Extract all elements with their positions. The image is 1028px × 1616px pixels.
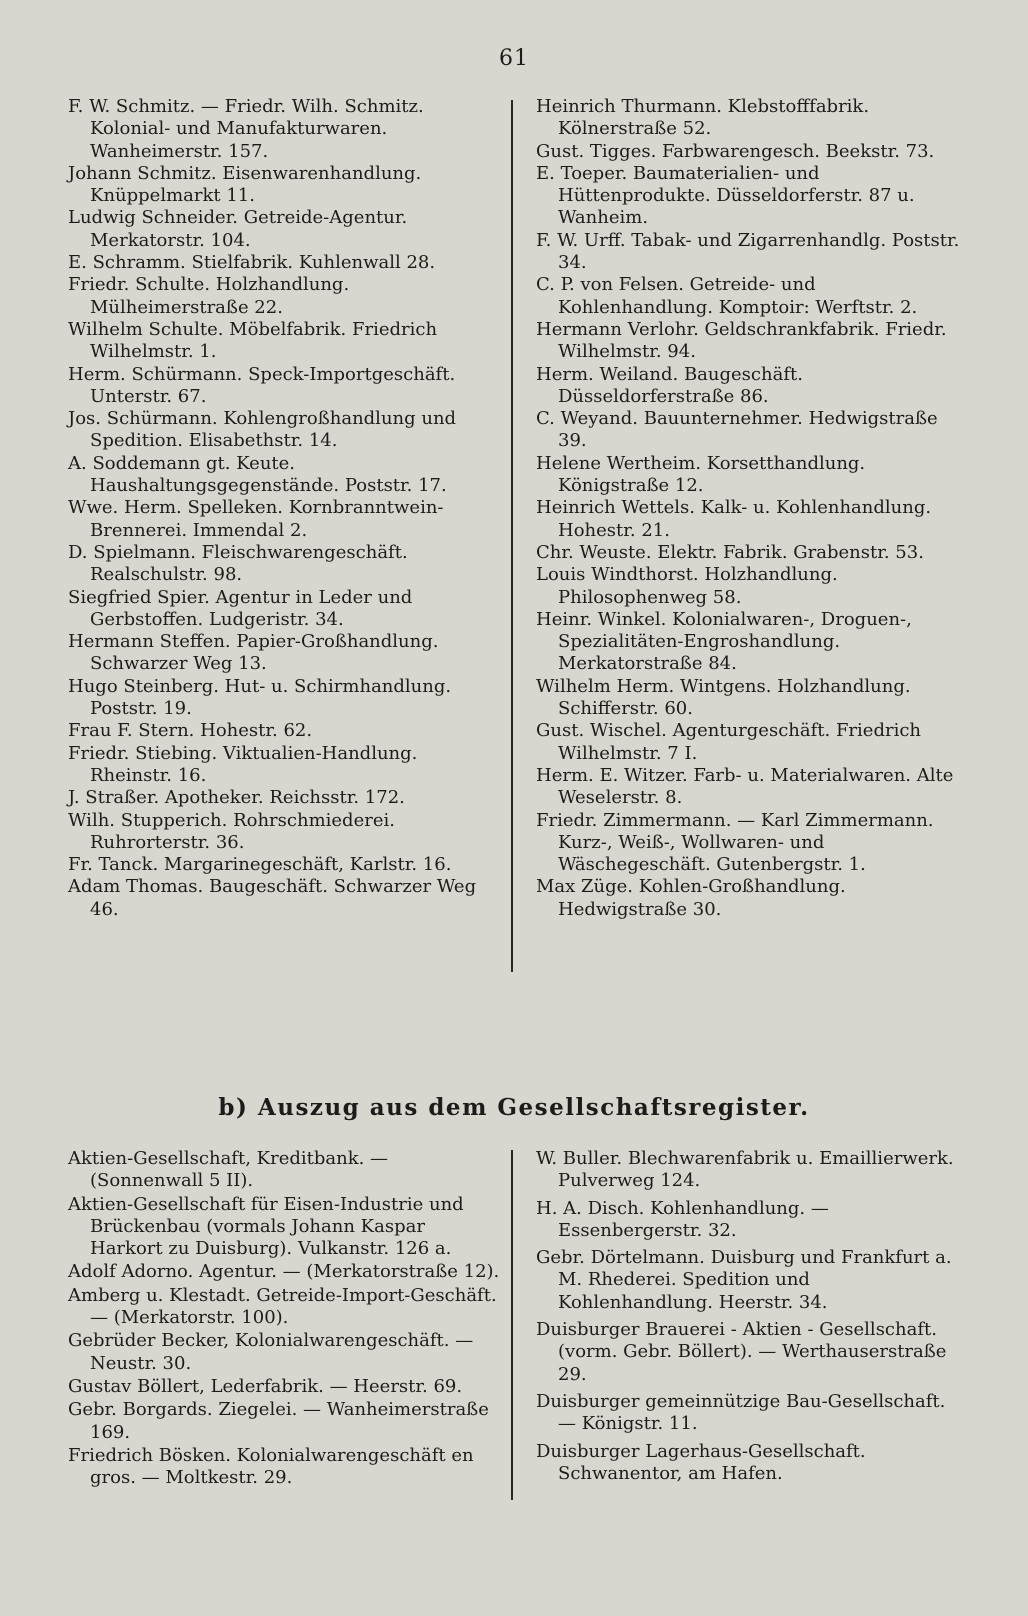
directory-entry: A. Soddemann gt. Keute. Haushaltungsgegenstände. Poststr. 17.: [68, 452, 447, 497]
directory-entry: Friedr. Zimmermann. — Karl Zimmermann. Kurz-, Weiß-, Wollwaren- und Wäschegeschäft. Gutenbergstr. 1.: [536, 809, 934, 876]
directory-entry: Wilhelm Schulte. Möbelfabrik. Friedrich Wilhelmstr. 1.: [68, 318, 438, 363]
register-entry: Duisburger Brauerei - Aktien - Gesellschaft. (vorm. Gebr. Böllert). — Werthauserstraße 29.: [536, 1319, 947, 1385]
column-divider: [511, 1150, 513, 1500]
register-entry: Aktien-Gesellschaft, Kreditbank. — (Sonnenwall 5 II).: [68, 1148, 389, 1192]
directory-entry: Hermann Steffen. Papier-Großhandlung. Schwarzer Weg 13.: [68, 631, 439, 675]
directory-entry: Gust. Tigges. Farbwarengesch. Beekstr. 73.: [536, 140, 935, 162]
directory-entry: Ludwig Schneider. Getreide-Agentur. Merkatorstr. 104.: [68, 207, 408, 251]
directory-column-left: [68, 96, 498, 921]
directory-entry: Heinrich Thurmann. Klebstofffabrik. Kölnerstraße 52.: [536, 96, 870, 140]
directory-entry: Louis Windthorst. Holzhandlung. Philosophenweg 58.: [536, 564, 838, 608]
directory-entry: Herm. Weiland. Baugeschäft. Düsseldorferstraße 86.: [536, 363, 803, 407]
directory-entry: Johann Schmitz. Eisenwarenhandlung. Knüppelmarkt 11.: [68, 162, 422, 207]
directory-entry: Chr. Weuste. Elektr. Fabrik. Grabenstr. 53.: [536, 541, 924, 563]
register-entry: Gebrüder Becker, Kolonialwarengeschäft. — Neustr. 30.: [68, 1330, 474, 1374]
directory-entry: Heinr. Winkel. Kolonialwaren-, Droguen-, Spezialitäten-Engroshandlung. Merkatorstraße 84.: [536, 608, 912, 675]
register-entry: Aktien-Gesellschaft für Eisen-Industrie und Brückenbau (vormals Johann Kaspar Harkort zu Duisburg). Vulkanstr. 126 a.: [68, 1193, 464, 1260]
register-column-left: [68, 1148, 500, 1490]
directory-entry: F. W. Schmitz. — Friedr. Wilh. Schmitz. Kolonial- und Manufakturwaren. Wanheimerstr. 157.: [68, 96, 424, 162]
register-entry: H. A. Disch. Kohlenhandlung. — Essenbergerstr. 32.: [536, 1197, 829, 1241]
register-entry: W. Buller. Blechwarenfabrik u. Emaillierwerk. Pulverweg 124.: [536, 1148, 954, 1192]
directory-entry: Hugo Steinberg. Hut- u. Schirmhandlung. Poststr. 19.: [68, 675, 452, 720]
section-heading: b) Auszug aus dem Gesellschaftsregister.: [218, 1094, 810, 1121]
register-entry: Duisburger Lagerhaus-Gesellschaft. Schwanentor, am Hafen.: [536, 1440, 866, 1484]
directory-entry: C. Weyand. Bauunternehmer. Hedwigstraße 39.: [536, 408, 938, 452]
directory-column-right: [536, 96, 966, 921]
directory-entry: Helene Wertheim. Korsetthandlung. Königstraße 12.: [536, 452, 866, 497]
directory-entry: D. Spielmann. Fleischwarengeschäft. Realschulstr. 98.: [68, 541, 408, 586]
directory-entry: Wwe. Herm. Spelleken. Kornbranntwein-Brennerei. Immendal 2.: [68, 497, 444, 541]
directory-entry: Wilhelm Herm. Wintgens. Holzhandlung. Schifferstr. 60.: [536, 675, 911, 720]
directory-entry: E. Toeper. Baumaterialien- und Hüttenprodukte. Düsseldorferstr. 87 u. Wanheim.: [536, 162, 915, 229]
directory-entry: Herm. Schürmann. Speck-Importgeschäft. Unterstr. 67.: [68, 363, 456, 407]
register-entry: Friedrich Bösken. Kolonialwarengeschäft en gros. — Moltkestr. 29.: [68, 1444, 474, 1489]
directory-entry: E. Schramm. Stielfabrik. Kuhlenwall 28.: [68, 252, 436, 274]
register-entry: Adolf Adorno. Agentur. — (Merkatorstraße 12).: [68, 1261, 500, 1283]
directory-entry: Max Züge. Kohlen-Großhandlung. Hedwigstraße 30.: [536, 876, 846, 920]
directory-entry: Friedr. Schulte. Holzhandlung. Mülheimerstraße 22.: [68, 274, 350, 318]
column-divider: [511, 100, 513, 972]
directory-entry: J. Straßer. Apotheker. Reichsstr. 172.: [68, 787, 405, 809]
directory-entry: Hermann Verlohr. Geldschrankfabrik. Friedr. Wilhelmstr. 94.: [536, 318, 947, 363]
register-entry: Gustav Böllert, Lederfabrik. — Heerstr. 69.: [68, 1375, 463, 1397]
directory-entry: Heinrich Wettels. Kalk- u. Kohlenhandlung. Hohestr. 21.: [536, 497, 932, 541]
directory-entry: Friedr. Stiebing. Viktualien-Handlung. Rheinstr. 16.: [68, 742, 418, 786]
directory-entry: Herm. E. Witzer. Farb- u. Materialwaren. Alte Weselerstr. 8.: [536, 764, 954, 809]
directory-entry: C. P. von Felsen. Getreide- und Kohlenhandlung. Komptoir: Werftstr. 2.: [536, 274, 918, 318]
directory-entry: Gust. Wischel. Agenturgeschäft. Friedrich Wilhelmstr. 7 I.: [536, 720, 922, 764]
register-entry: Duisburger gemeinnützige Bau-Gesellschaft. — Königstr. 11.: [536, 1390, 946, 1435]
directory-entry: F. W. Urff. Tabak- und Zigarrenhandlg. Poststr. 34.: [536, 229, 960, 274]
directory-entry: Siegfried Spier. Agentur in Leder und Gerbstoffen. Ludgeristr. 34.: [68, 586, 413, 630]
register-entry: Gebr. Borgards. Ziegelei. — Wanheimerstraße 169.: [68, 1399, 489, 1443]
directory-entry: Fr. Tanck. Margarinegeschäft, Karlstr. 16.: [68, 854, 452, 876]
page-number: 61: [499, 46, 529, 71]
directory-entry: Wilh. Stupperich. Rohrschmiederei. Ruhrorterstr. 36.: [68, 809, 395, 853]
directory-entry: Frau F. Stern. Hohestr. 62.: [68, 720, 313, 742]
directory-entry: Jos. Schürmann. Kohlengroßhandlung und Spedition. Elisabethstr. 14.: [68, 408, 457, 452]
directory-entry: Adam Thomas. Baugeschäft. Schwarzer Weg 46.: [68, 876, 477, 920]
register-column-right: [536, 1148, 966, 1490]
register-entry: Amberg u. Klestadt. Getreide-Import-Geschäft. — (Merkatorstr. 100).: [68, 1284, 497, 1329]
register-entry: Gebr. Dörtelmann. Duisburg und Frankfurt a. M. Rhederei. Spedition und Kohlenhandlung. Heerstr. 34.: [536, 1247, 952, 1313]
